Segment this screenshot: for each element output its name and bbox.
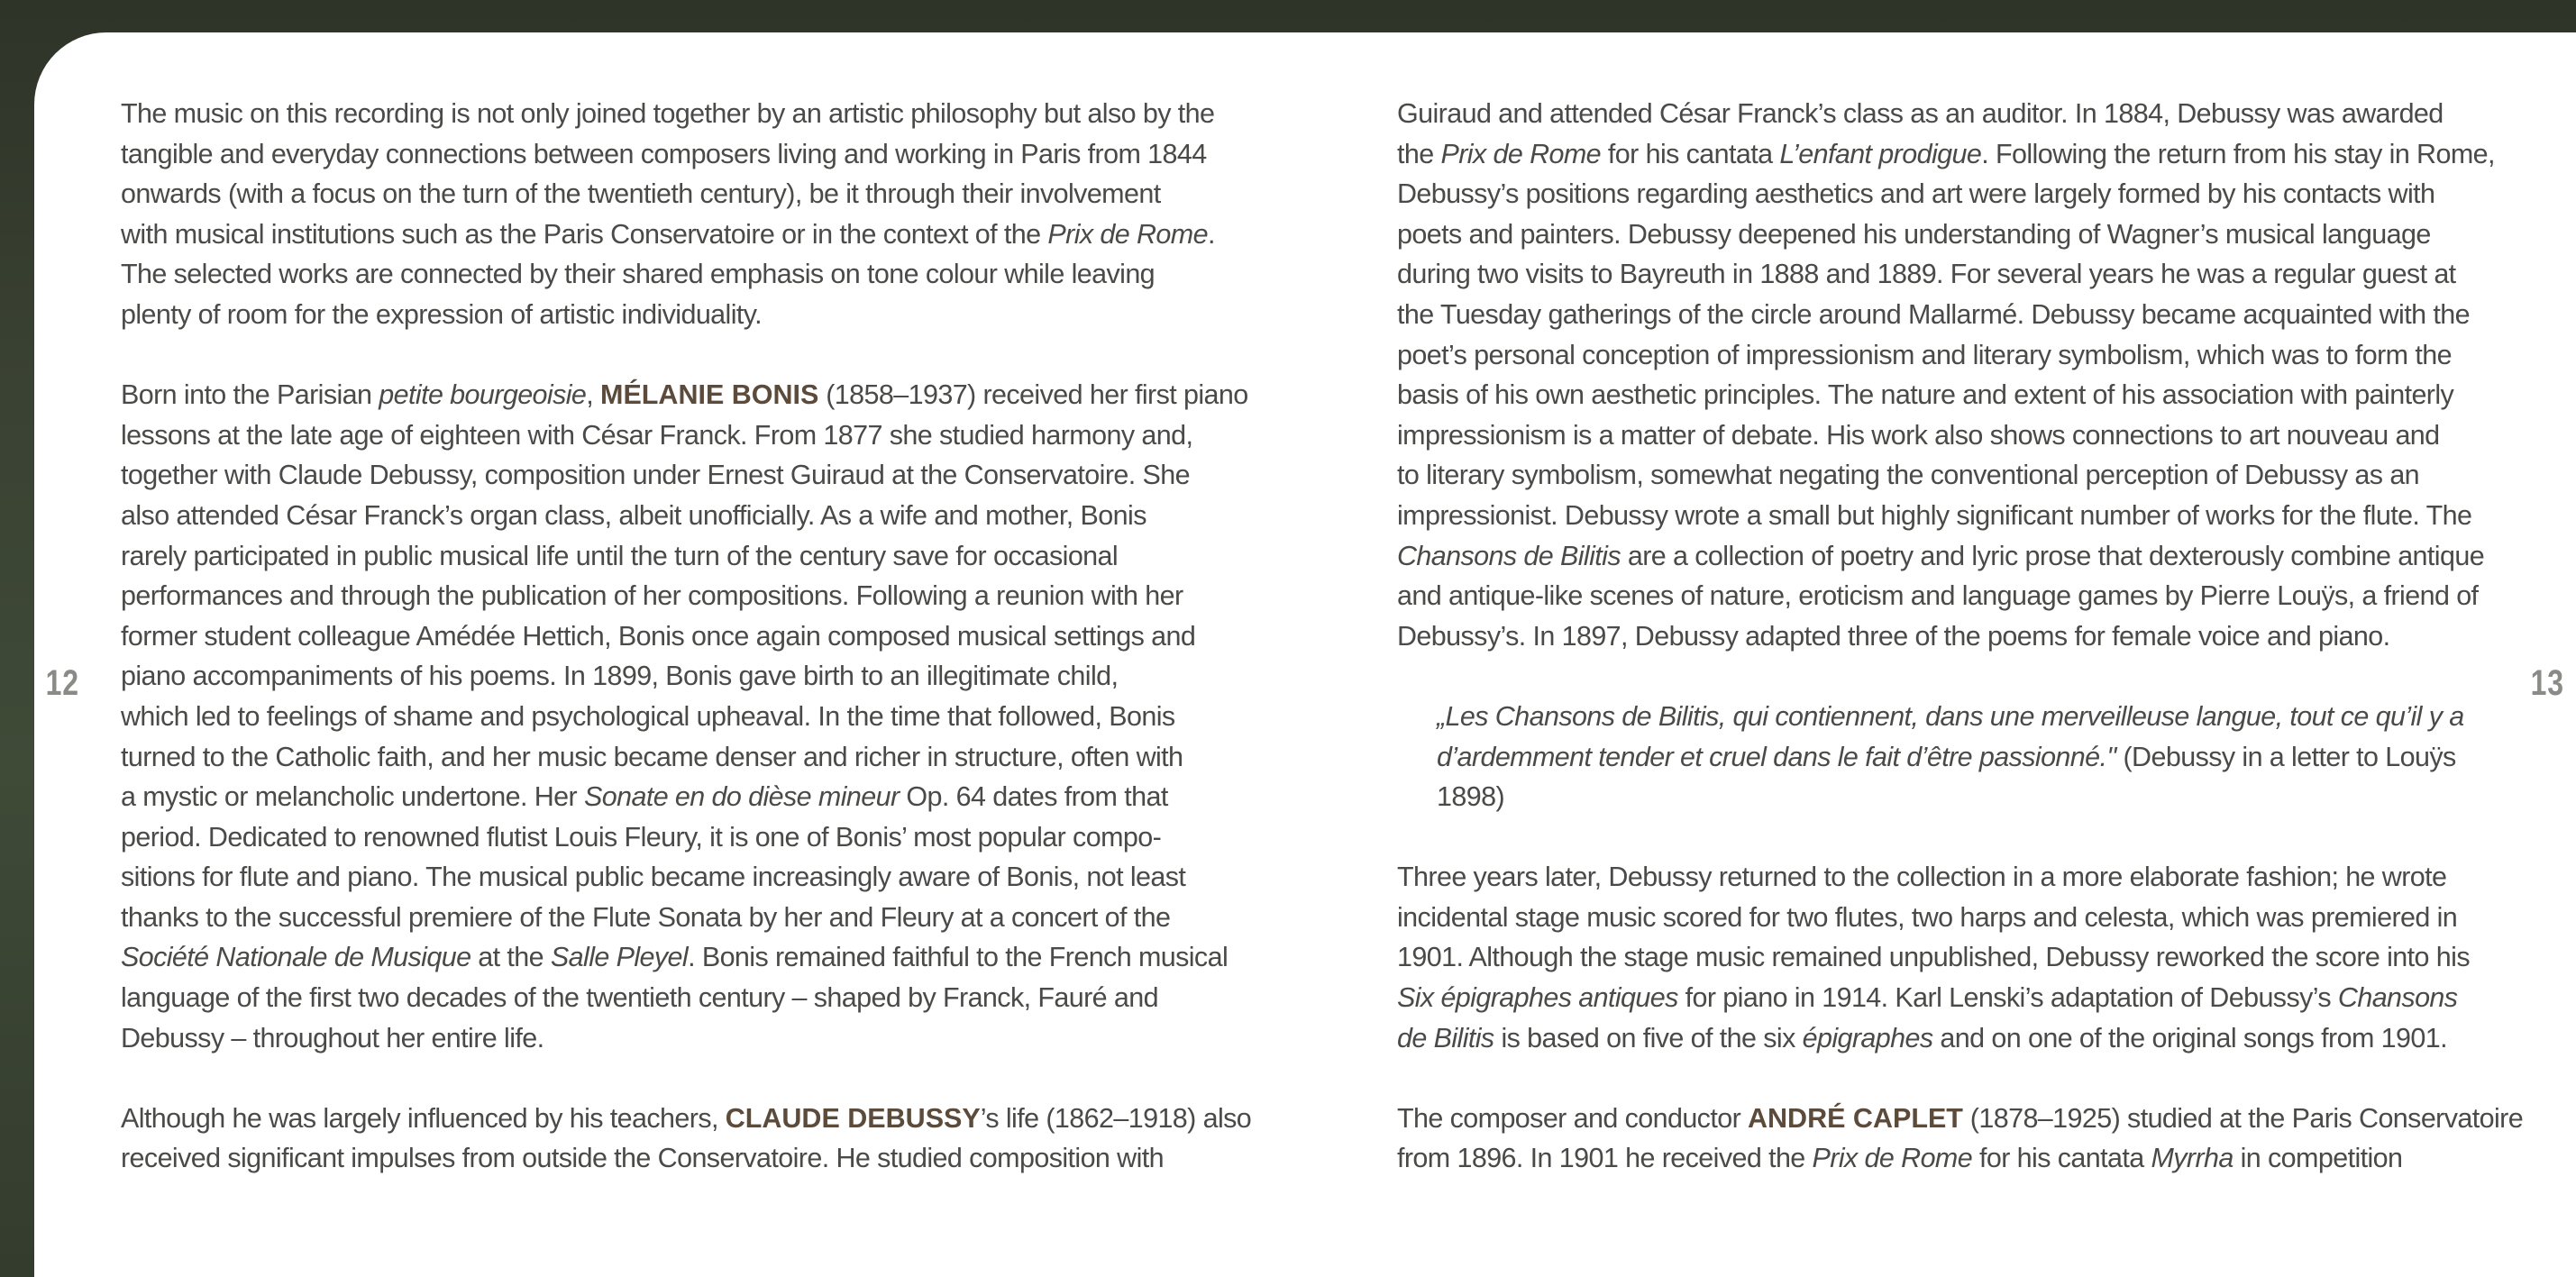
text-line: impressionist. Debussy wrote a small but highly significant number of works for the flute. The	[1397, 499, 2472, 531]
text-line: during two visits to Bayreuth in 1888 and 1889. For several years he was a regular guest at	[1397, 259, 2456, 290]
text-line: which led to feelings of shame and psychological upheaval. In the time that followed, Bonis	[121, 700, 1175, 732]
text-line: tangible and everyday connections between composers living and working in Paris from 1844	[121, 138, 1207, 169]
text-line: Société Nationale de Musique at the Salle Pleyel. Bonis remained faithful to the French musical	[121, 942, 1229, 973]
paragraph-intro	[121, 94, 1220, 335]
composer-name: CLAUDE DEBUSSY	[725, 1102, 981, 1134]
text-line: from 1896. In 1901 he received the Prix de Rome for his cantata Myrrha in competition	[1397, 1143, 2403, 1174]
text-line: impressionism is a matter of debate. His work also shows connections to art nouveau and	[1397, 419, 2440, 451]
paragraph-debussy-intro	[121, 1099, 1252, 1179]
text-line: basis of his own aesthetic principles. The nature and extent of his association with painterly	[1397, 379, 2454, 411]
text-line: Six épigraphes antiques for piano in 1914. Karl Lenski’s adaptation of Debussy’s Chansons	[1397, 982, 2458, 1014]
booklet-spread	[34, 32, 2576, 1277]
text-line: Debussy – throughout her entire life.	[121, 1022, 544, 1054]
text-line: former student colleague Amédée Hettich, Bonis once again composed musical settings and	[121, 620, 1196, 652]
text-line: performances and through the publication of her compositions. Following a reunion with her	[121, 580, 1183, 612]
text-line: period. Dedicated to renowned flutist Louis Fleury, it is one of Bonis’ most popular compo-	[121, 821, 1162, 853]
text-line: turned to the Catholic faith, and her music became denser and richer in structure, often with	[121, 741, 1183, 772]
text-line: rarely participated in public musical life until the turn of the century save for occasional	[121, 540, 1119, 571]
page-number-left: 12	[45, 663, 79, 703]
text-line: 1898)	[1437, 781, 1505, 813]
text-line: with musical institutions such as the Paris Conservatoire or in the context of the Prix de Rome.	[121, 218, 1215, 250]
text-line: onwards (with a focus on the turn of the twentieth century), be it through their involvement	[121, 178, 1161, 210]
text-line: d’ardemment tender et cruel dans le fait d’être passionné." (Debussy in a letter to Louÿs	[1437, 741, 2456, 772]
text-line: language of the first two decades of the twentieth century – shaped by Franck, Fauré and	[121, 982, 1158, 1014]
left-column	[121, 94, 1252, 1219]
text-line: poets and painters. Debussy deepened his understanding of Wagner’s musical language	[1397, 218, 2431, 250]
right-column	[1397, 94, 2524, 1219]
text-line: together with Claude Debussy, composition under Ernest Guiraud at the Conservatoire. She	[121, 460, 1190, 491]
text-line: Debussy’s. In 1897, Debussy adapted three of the poems for female voice and piano.	[1397, 620, 2390, 652]
paragraph-stage-music	[1397, 857, 2506, 1058]
text-line: also attended César Franck’s organ class, albeit unofficially. As a wife and mother, Bonis	[121, 499, 1146, 531]
block-quote	[1397, 697, 2506, 817]
text-line: „Les Chansons de Bilitis, qui contiennent, dans une merveilleuse langue, tout ce qu’il y a	[1437, 700, 2464, 732]
text-line: Three years later, Debussy returned to the collection in a more elaborate fashion; he wrote	[1397, 862, 2447, 893]
paragraph-bonis	[121, 375, 1248, 1058]
page-number-right: 13	[2530, 663, 2564, 703]
text-line: and antique-like scenes of nature, eroticism and language games by Pierre Louÿs, a friend of	[1397, 580, 2479, 612]
text-line: Born into the Parisian petite bourgeoisie, MÉLANIE BONIS (1858–1937) received her first piano	[121, 379, 1248, 411]
text-line: a mystic or melancholic undertone. Her Sonate en do dièse mineur Op. 64 dates from that	[121, 781, 1168, 813]
paragraph-debussy	[1397, 94, 2506, 656]
text-line: de Bilitis is based on five of the six épigraphes and on one of the original songs from 1901.	[1397, 1022, 2447, 1054]
composer-name: MÉLANIE BONIS	[600, 379, 819, 411]
text-line: thanks to the successful premiere of the Flute Sonata by her and Fleury at a concert of the	[121, 901, 1171, 933]
text-line: Debussy’s positions regarding aesthetics and art were largely formed by his contacts with	[1397, 178, 2435, 210]
text-line: 1901. Although the stage music remained unpublished, Debussy reworked the score into his	[1397, 942, 2470, 973]
text-line: received significant impulses from outside the Conservatoire. He studied composition with	[121, 1143, 1165, 1174]
text-line: to literary symbolism, somewhat negating the conventional perception of Debussy as an	[1397, 460, 2420, 491]
text-line: lessons at the late age of eighteen with César Franck. From 1877 she studied harmony and,	[121, 419, 1193, 451]
text-line: poet’s personal conception of impressionism and literary symbolism, which was to form the	[1397, 339, 2452, 370]
paragraph-caplet	[1397, 1099, 2524, 1179]
text-line: plenty of room for the expression of artistic individuality.	[121, 298, 763, 330]
text-line: The music on this recording is not only joined together by an artistic philosophy but also by the	[121, 98, 1215, 129]
text-line: Although he was largely influenced by his teachers, CLAUDE DEBUSSY’s life (1862–1918) also	[121, 1102, 1252, 1134]
text-line: the Tuesday gatherings of the circle around Mallarmé. Debussy became acquainted with the	[1397, 298, 2470, 330]
text-line: the Prix de Rome for his cantata L’enfant prodigue. Following the return from his stay in Rome,	[1397, 138, 2495, 169]
text-line: sitions for flute and piano. The musical public became increasingly aware of Bonis, not least	[121, 862, 1186, 893]
text-line: The selected works are connected by their shared emphasis on tone colour while leaving	[121, 259, 1156, 290]
text-line: piano accompaniments of his poems. In 1899, Bonis gave birth to an illegitimate child,	[121, 661, 1119, 692]
text-line: incidental stage music scored for two flutes, two harps and celesta, which was premiered in	[1397, 901, 2458, 933]
text-line: Guiraud and attended César Franck’s class as an auditor. In 1884, Debussy was awarded	[1397, 98, 2444, 129]
text-line: Chansons de Bilitis are a collection of poetry and lyric prose that dexterously combine antique	[1397, 540, 2485, 571]
composer-name: ANDRÉ CAPLET	[1748, 1102, 1963, 1134]
text-line: The composer and conductor ANDRÉ CAPLET (1878–1925) studied at the Paris Conservatoire	[1397, 1102, 2524, 1134]
